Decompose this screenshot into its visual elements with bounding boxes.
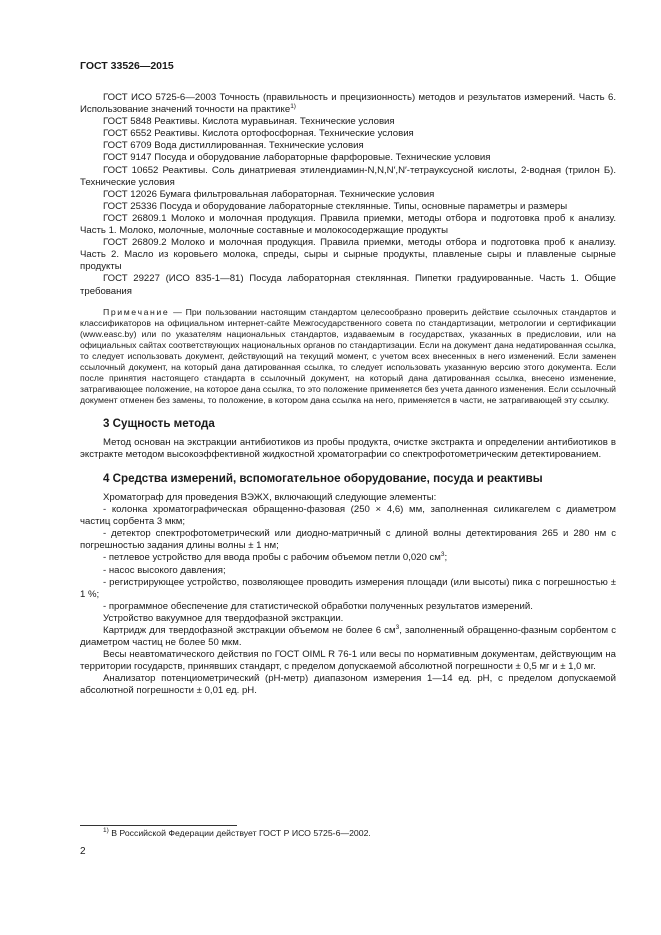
reference-item: ГОСТ 26809.1 Молоко и молочная продукция. Правила приемки, методы отбора и подготовка проб к анализу. Часть 1. Молоко, молочные, молочные составные и молокосодержащие продукты: [80, 212, 616, 237]
reference-item: ГОСТ 26809.2 Молоко и молочная продукция. Правила приемки, методы отбора и подготовка проб к анализу. Часть 2. Масло из коровьего молока, спреды, сыры и сырные продукты, плавленые сыры и плавленые сырные продукты: [80, 237, 616, 273]
note-label: Примечание: [103, 306, 170, 317]
footnote-divider: [80, 825, 237, 826]
section-4-paragraph: Устройство вакуумное для твердофазной экстракции.: [103, 612, 344, 624]
footnote: [80, 828, 371, 838]
reference-item: ГОСТ 6552 Реактивы. Кислота ортофосфорная. Технические условия: [103, 128, 414, 140]
note-text: — При пользовании настоящим стандартом целесообразно проверить действие ссылочных стандартов и классификаторов на официальном интернет-сайте Межгосударственного совета по стандартизации, метрологии и сертификации (www.easc.by) или по указателям национальных стандартов, издаваемым в государствах, указанных в предисловии, или на официальных сайтах соответствующих национальных органов по стандартизации. Если на документ дана недатированная ссылка, то следует использовать документ, действующий на текущий момент, с учетом всех внесенных в него изменений. Если заменен ссылочный документ, на который дана датированная ссылка, то следует использовать указанную версию этого документа. Если после принятия настоящего стандарта в ссылочный документ, на который дана датированная ссылка, внесено изменение, затрагивающее положение, на которое дана ссылка, то это положение применяется без учета данного изменения. Если ссылочный документ отменен без замены, то положение, в котором дана ссылка на него, применяется в части, не затрагивающей эту ссылку.: [80, 306, 616, 405]
reference-item: ГОСТ 12026 Бумага фильтровальная лабораторная. Технические условия: [103, 188, 435, 200]
normative-references: [80, 92, 616, 298]
page-body: [80, 92, 616, 698]
section-4-paragraph: Анализатор потенциометрический (рН-метр) диапазоном измерения 1—14 ед. рН, с пределом допускаемой абсолютной погрешности ± 0,01 ед. рН.: [80, 673, 616, 697]
reference-item: ГОСТ ИСО 5725-6—2003 Точность (правильность и прецизионность) методов и результатов измерений. Часть 6. Использование значений точности на практике$^{1)}$: [80, 92, 616, 116]
page-number: 2: [80, 846, 86, 857]
section-4-list-item: - программное обеспечение для статистической обработки полученных результатов измерений.: [103, 600, 533, 612]
section-4-list-item: - колонка хроматографическая обращенно-фазовая (250 × 4,6) мм, заполненная силикагелем с диаметром частиц сорбента 3 мкм;: [80, 504, 616, 528]
footnote-number: 1): [103, 827, 109, 835]
reference-item: ГОСТ 25336 Посуда и оборудование лабораторные стеклянные. Типы, основные параметры и размеры: [103, 200, 568, 212]
section-4-list-item: - петлевое устройство для ввода пробы с рабочим объемом петли 0,020 $см^3$;: [103, 551, 448, 564]
reference-item: ГОСТ 10652 Реактивы. Соль динатриевая этилендиамин-N,N,N′,N′-тетрауксусной кислоты, 2-водная (трилон Б). Технические условия: [80, 164, 616, 188]
section-4-heading: 4 Средства измерений, вспомогательное оборудование, посуда и реактивы: [103, 471, 543, 485]
section-4-paragraph: Весы неавтоматического действия по ГОСТ OIML R 76-1 или весы по нормативным документам, действующим на территории государств, принявших стандарт, с пределом допускаемой абсолютной погрешности ± 0,5 мг и ± 1,0 мг.: [80, 649, 616, 673]
reference-item: ГОСТ 6709 Вода дистиллированная. Технические условия: [103, 140, 364, 152]
section-4-paragraph: Картридж для твердофазной экстракции объемом не более 6 $см^3$, заполненный обращенно-фазным сорбентом с диаметром частиц не более 50 мкм.: [80, 623, 616, 649]
section-3-heading: 3 Сущность метода: [103, 416, 215, 430]
reference-item: ГОСТ 9147 Посуда и оборудование лабораторные фарфоровые. Технические условия: [103, 152, 491, 164]
page-header: ГОСТ 33526—2015: [80, 60, 174, 72]
section-3-text: Метод основан на экстракции антибиотиков из пробы продукта, очистке экстракта и определении антибиотиков в экстракте методом высокоэффективной жидкостной хроматографии со спектрофотометрическим детектированием.: [80, 436, 616, 460]
note-paragraph: [80, 307, 616, 406]
footnote-marker[interactable]: 1): [290, 102, 296, 110]
section-4-list-item: - регистрирующее устройство, позволяющее проводить измерения площади (или высоты) пика с погрешностью ± 1 %;: [80, 576, 616, 600]
section-4-list-item: - детектор спектрофотометрический или диодно-матричный с длиной волны детектирования 265 и 280 нм с погрешностью задания длины волны ± 1 нм;: [80, 528, 616, 552]
reference-item: ГОСТ 5848 Реактивы. Кислота муравьиная. Технические условия: [103, 116, 395, 128]
section-4-list-item: - насос высокого давления;: [103, 564, 226, 576]
reference-item: ГОСТ 29227 (ИСО 835-1—81) Посуда лабораторная стеклянная. Пипетки градуированные. Часть 1. Общие требования: [80, 273, 616, 297]
section-4-paragraph: Хроматограф для проведения ВЭЖХ, включающий следующие элементы:: [103, 491, 437, 503]
footnote-text: В Российской Федерации действует ГОСТ Р ИСО 5725-6—2002.: [108, 828, 371, 838]
